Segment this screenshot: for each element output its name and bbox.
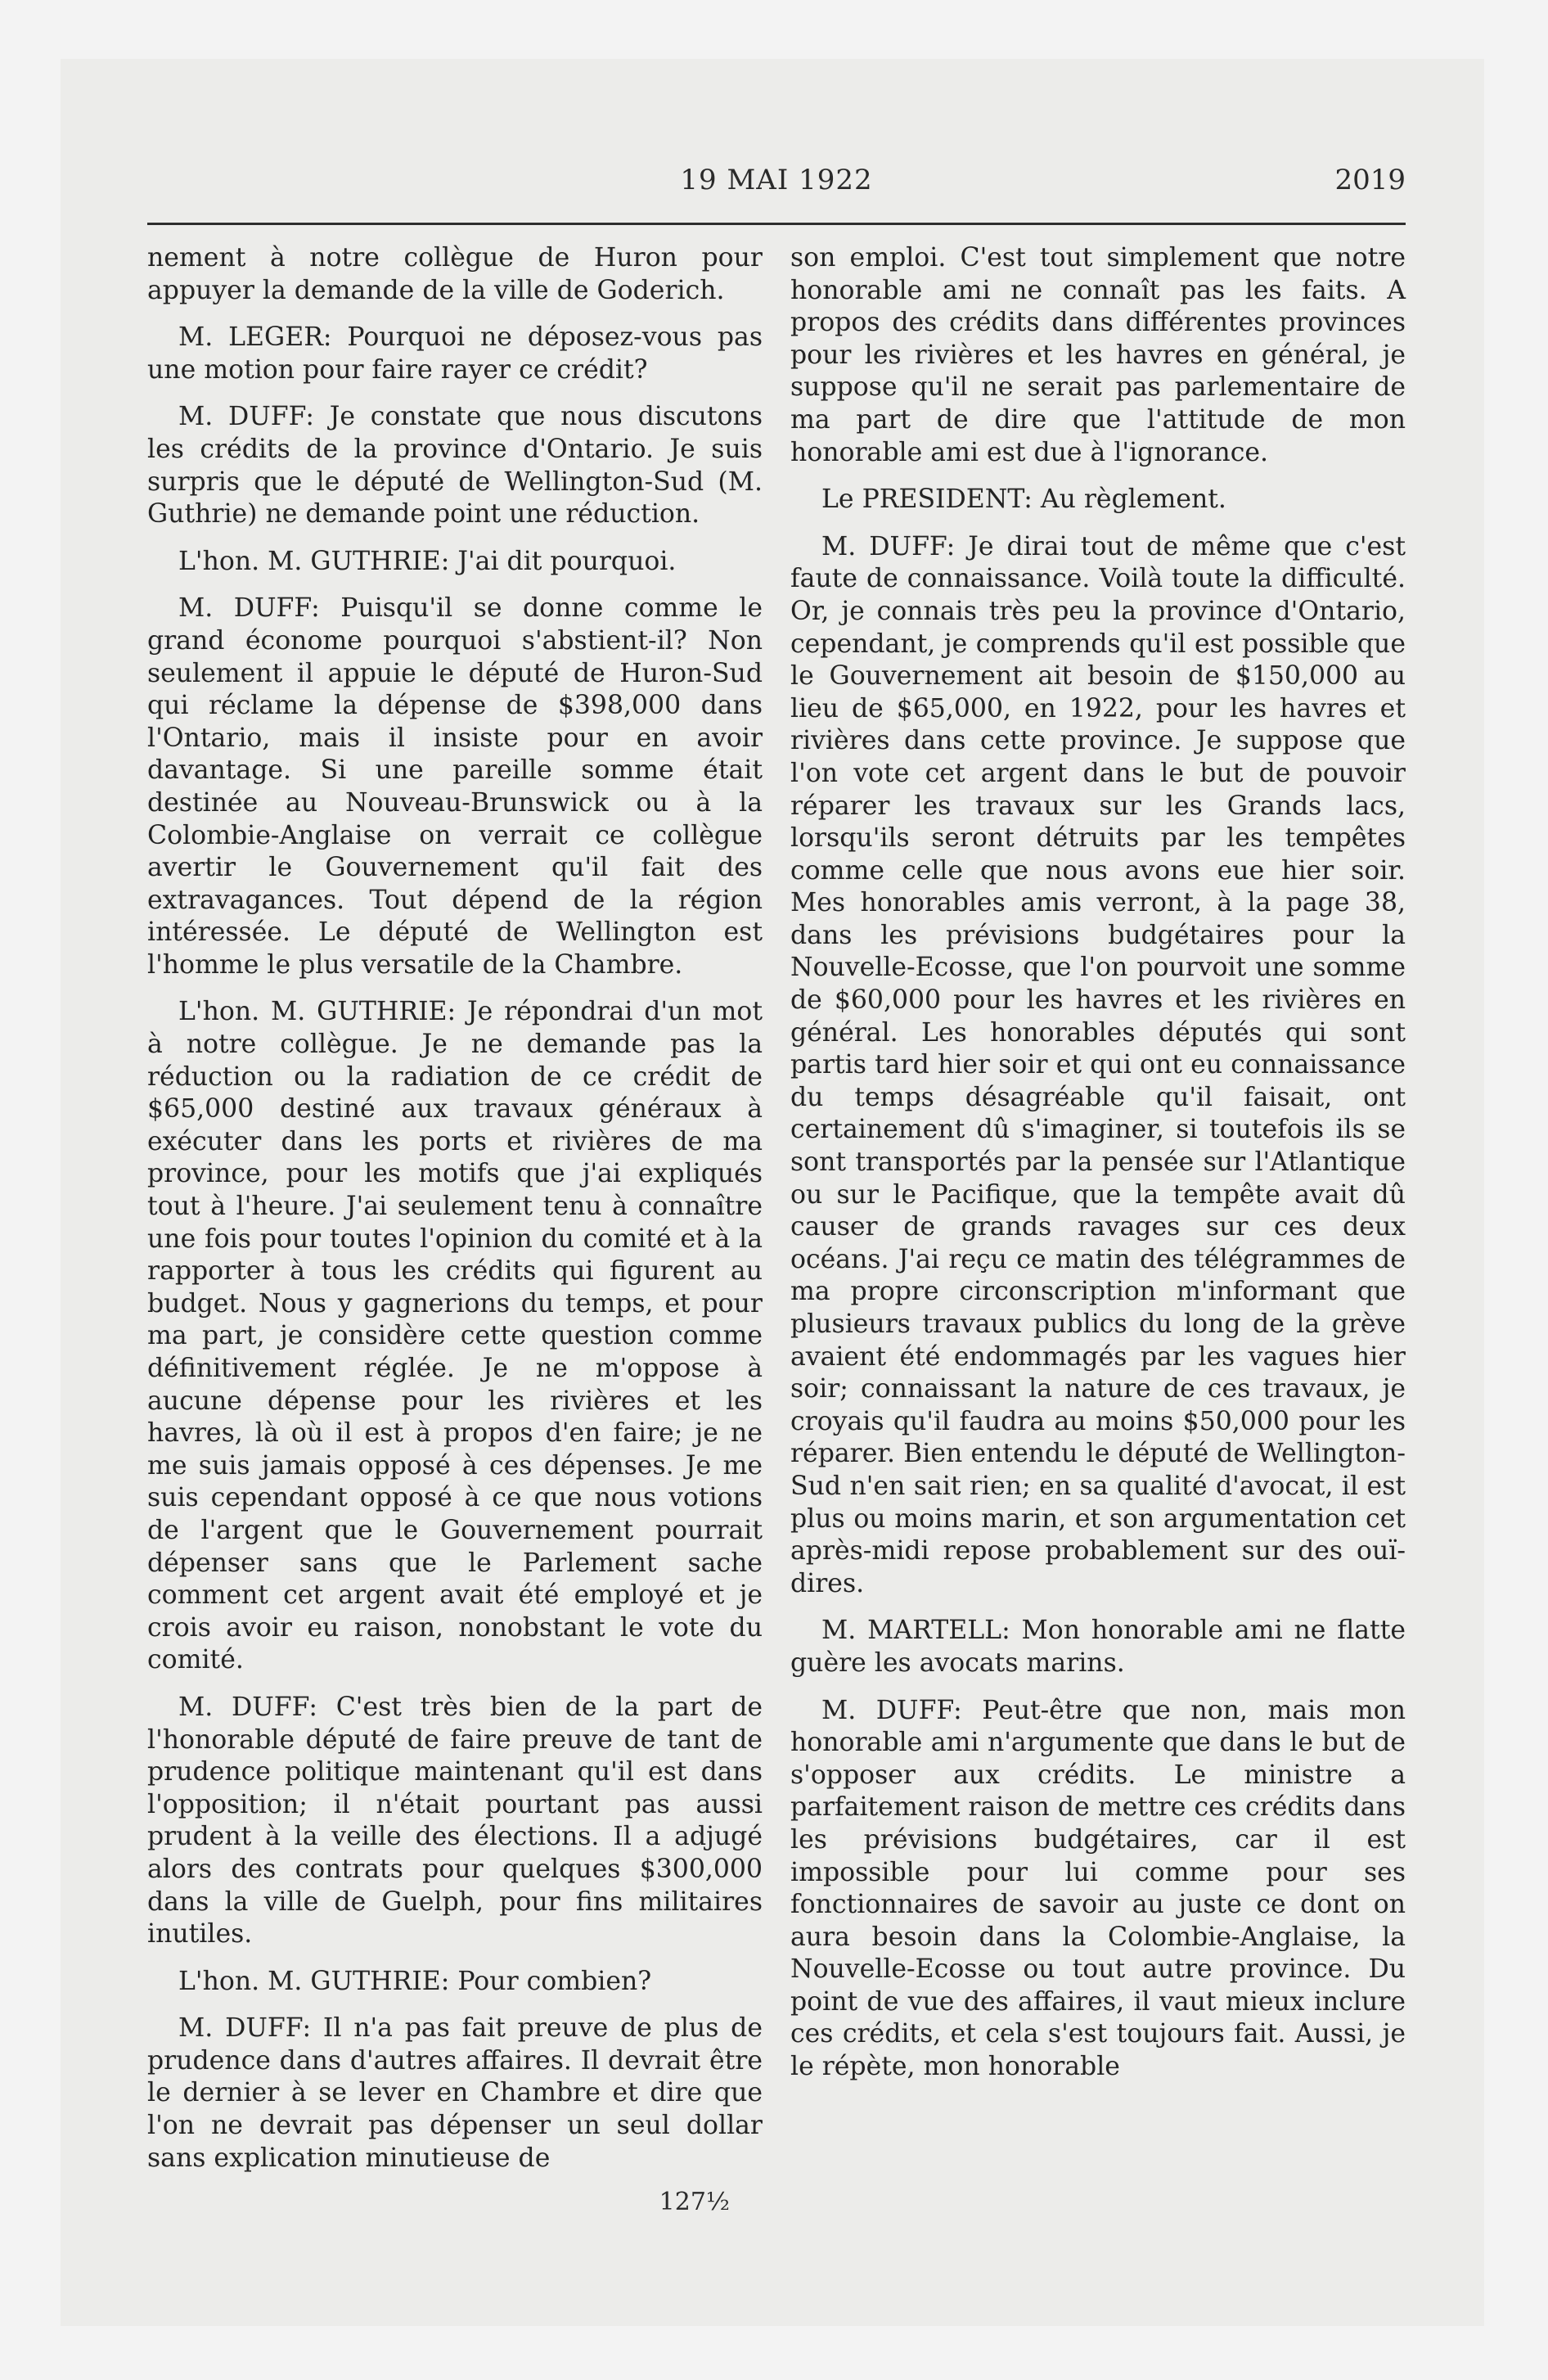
- paragraph: M. LEGER: Pourquoi ne déposez-vous pas une motion pour faire rayer ce crédit?: [147, 322, 763, 385]
- paragraph: M. DUFF: Peut-être que non, mais mon honorable ami n'argumente que dans le but de s'opposer aux crédits. Le ministre a parfaitement raison de mettre ces crédits dans les prévisions budgétaires, car il est impossible pour lui comme pour ses fonctionnaires de savoir au juste ce dont on aura besoin dans la Colombie-Anglaise, la Nouvelle-Ecosse ou tout autre province. Du point de vue des affaires, il vaut mieux inclure ces crédits, et cela s'est toujours fait. Aussi, je le répète, mon honorable: [790, 1695, 1406, 2082]
- page-header: [147, 164, 1406, 206]
- header-rule: [147, 223, 1406, 225]
- signature-mark: 127½: [659, 2188, 730, 2216]
- paragraph: L'hon. M. GUTHRIE: Pour combien?: [178, 1966, 652, 1996]
- paragraph: nement à notre collègue de Huron pour appuyer la demande de la ville de Goderich.: [147, 243, 763, 305]
- right-column: [790, 242, 1406, 2098]
- paragraph: M. MARTELL: Mon honorable ami ne flatte guère les avocats marins.: [790, 1616, 1406, 1678]
- paragraph: Le PRESIDENT: Au règlement.: [821, 485, 1226, 515]
- header-date: 19 MAI 1922: [680, 164, 873, 196]
- paragraph: M. DUFF: Je constate que nous discutons les crédits de la province d'Ontario. Je suis surpris que le député de Wellington-Sud (M. Guthrie) ne demande point une réduction.: [147, 402, 763, 530]
- paragraph: M. DUFF: Il n'a pas fait preuve de plus de prudence dans d'autres affaires. Il devrait être le dernier à se lever en Chambre et dire que l'on ne devrait pas dépenser un seul dollar sans explication minutieuse de: [147, 2013, 763, 2173]
- left-column: [147, 242, 763, 2189]
- paragraph: M. DUFF: Je dirai tout de même que c'est faute de connaissance. Voilà toute la difficulté. Or, je connais très peu la province d'Ontario, cependant, je comprends qu'il est possible que le Gouvernement ait besoin de $150,000 au lieu de $65,000, en 1922, pour les havres et rivières dans cette province. Je suppose que l'on vote cet argent dans le but de pouvoir réparer les travaux sur les Grands lacs, lorsqu'ils seront détruits par les tempêtes comme celle que nous avons eue hier soir. Mes honorables amis verront, à la page 38, dans les prévisions budgétaires pour la Nouvelle-Ecosse, que l'on pourvoit une somme de $60,000 pour les havres et les rivières en général. Les honorables députés qui sont partis tard hier soir et qui ont eu connaissance du temps désagréable qu'il faisait, ont certainement dû s'imaginer, si toutefois ils se sont transportés par la pensée sur l'Atlantique ou sur le Pacifique, que la tempête avait dû causer de grands ravages sur ces deux océans. J'ai reçu ce matin des télégrammes de ma propre circonscription m'informant que plusieurs travaux publics du long de la grève avaient été endommagés par les vagues hier soir; connaissant la nature de ces travaux, je croyais qu'il faudra au moins $50,000 pour les réparer. Bien entendu le député de Wellington-Sud n'en sait rien; en sa qualité d'avocat, il est plus ou moins marin, et son argumentation cet après-midi repose probablement sur des ouï-dires.: [790, 531, 1406, 1598]
- paragraph: M. DUFF: C'est très bien de la part de l'honorable député de faire preuve de tant de prudence politique maintenant qu'il est dans l'opposition; il n'était pourtant pas aussi prudent à la veille des élections. Il a adjugé alors des contrats pour quelques $300,000 dans la ville de Guelph, pour fins militaires inutiles.: [147, 1692, 763, 1950]
- paragraph: son emploi. C'est tout simplement que notre honorable ami ne connaît pas les faits. A propos des crédits dans différentes provinces pour les rivières et les havres en général, je suppose qu'il ne serait pas parlementaire de ma part de dire que l'attitude de mon honorable ami est due à l'ignorance.: [790, 243, 1406, 467]
- paragraph: L'hon. M. GUTHRIE: Je répondrai d'un mot à notre collègue. Je ne demande pas la réduction ou la radiation de ce crédit de $65,000 destiné aux travaux généraux à exécuter dans les ports et rivières de ma province, pour les motifs que j'ai expliqués tout à l'heure. J'ai seulement tenu à connaître une fois pour toutes l'opinion du comité et à la rapporter à tous les crédits qui figurent au budget. Nous y gagnerions du temps, et pour ma part, je considère cette question comme définitivement réglée. Je ne m'oppose à aucune dépense pour les rivières et les havres, là où il est à propos d'en faire; je ne me suis jamais opposé à ces dépenses. Je me suis cependant opposé à ce que nous votions de l'argent que le Gouvernement pourrait dépenser sans que le Parlement sache comment cet argent avait été employé et je crois avoir eu raison, nonobstant le vote du comité.: [147, 997, 763, 1675]
- paragraph: M. DUFF: Puisqu'il se donne comme le grand économe pourquoi s'abstient-il? Non seulement il appuie le député de Huron-Sud qui réclame la dépense de $398,000 dans l'Ontario, mais il insiste pour en avoir davantage. Si une pareille somme était destinée au Nouveau-Brunswick ou à la Colombie-Anglaise on verrait ce collègue avertir le Gouvernement qu'il fait des extravagances. Tout dépend de la région intéressée. Le député de Wellington est l'homme le plus versatile de la Chambre.: [147, 593, 763, 980]
- page-number: 2019: [1334, 164, 1406, 196]
- paragraph: L'hon. M. GUTHRIE: J'ai dit pourquoi.: [178, 546, 677, 576]
